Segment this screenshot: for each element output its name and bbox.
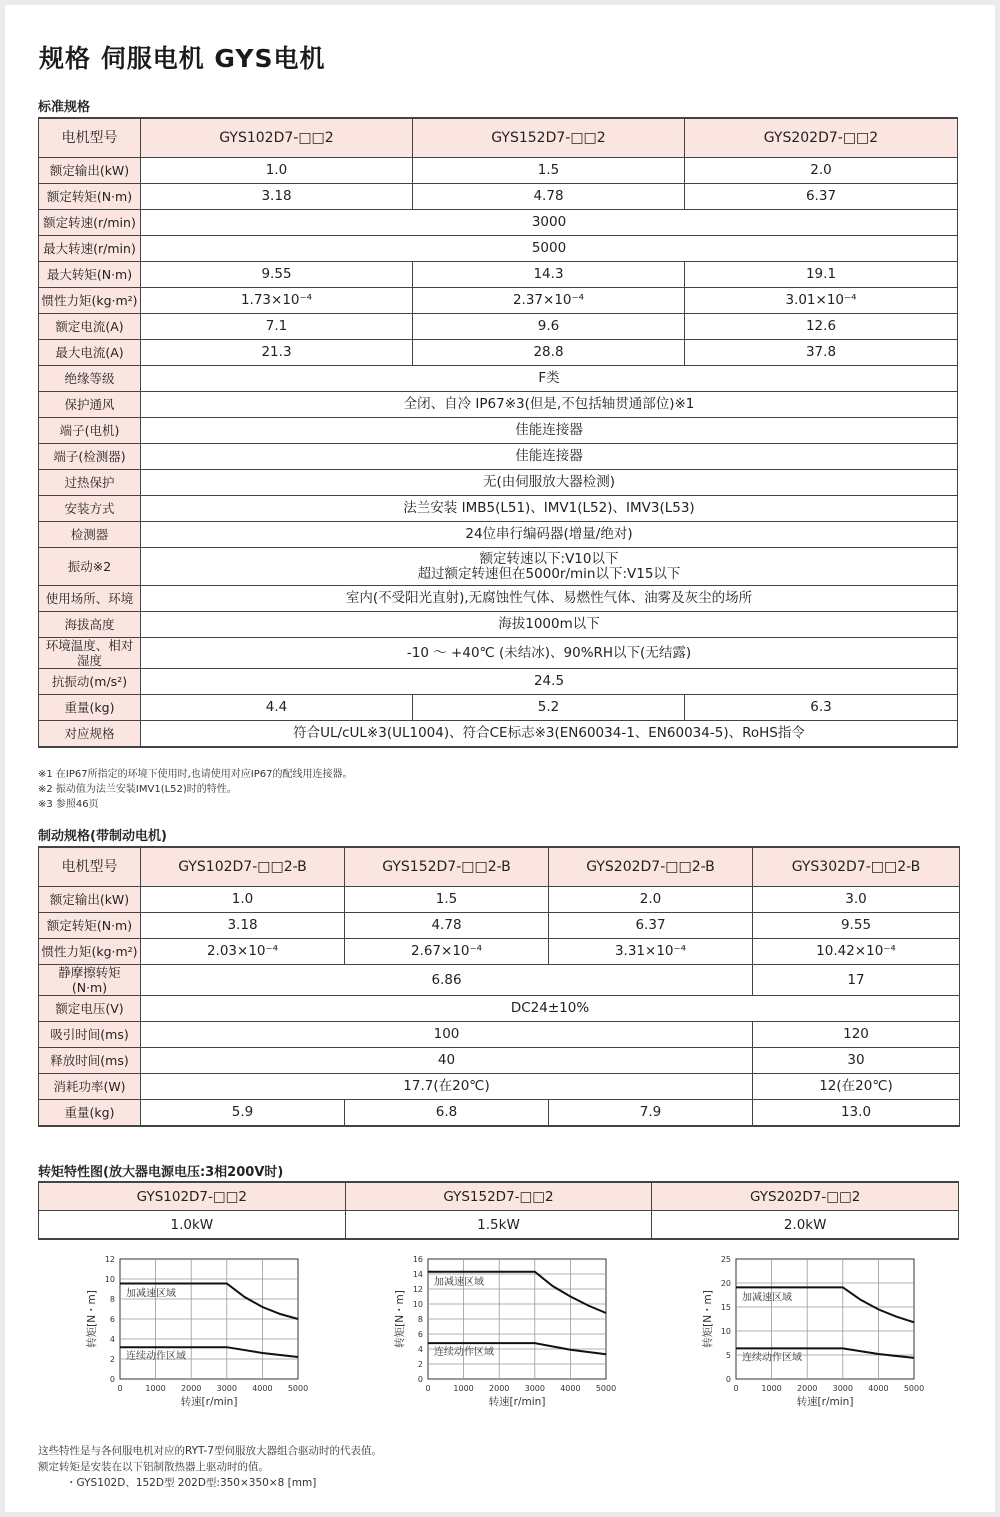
spec-row: [39, 366, 958, 392]
row-label: 最大转速(r/min): [39, 236, 141, 262]
row-label: 额定输出(kW): [39, 158, 141, 184]
row-value: 6.37: [685, 184, 958, 210]
model-label: 电机型号: [39, 847, 141, 887]
row-value: 12.6: [685, 314, 958, 340]
row-label: 最大转矩(N·m): [39, 262, 141, 288]
model-header: GYS152D7-□□2: [413, 118, 685, 158]
x-tick-label: 3000: [216, 1384, 237, 1393]
model-label: 电机型号: [39, 118, 141, 158]
torque-footnotes: [38, 1443, 382, 1491]
row-value: 13.0: [753, 1100, 960, 1127]
series-label: 加减速区域: [434, 1276, 484, 1288]
y-tick-label: 4: [417, 1345, 423, 1354]
row-label: 惯性力矩(kg·m²): [39, 939, 141, 965]
model-header: GYS102D7-□□2-B: [141, 847, 345, 887]
row-value: 佳能连接器: [141, 444, 958, 470]
y-tick-label: 2: [109, 1355, 115, 1364]
row-value: 法兰安装 IMB5(L51)、IMV1(L52)、IMV3(L53): [141, 496, 958, 522]
spec-row: [39, 1074, 960, 1100]
spec-row: [39, 638, 958, 669]
y-tick-label: 10: [720, 1327, 731, 1336]
row-label: 最大电流(A): [39, 340, 141, 366]
spec-row: [39, 210, 958, 236]
row-label: 抗振动(m/s²): [39, 669, 141, 695]
torque-power-1: 1.0kW: [39, 1211, 346, 1240]
y-tick-label: 4: [109, 1335, 115, 1344]
row-value: 12(在20℃): [753, 1074, 960, 1100]
y-tick-label: 0: [417, 1375, 423, 1384]
brake-heading: 制动规格(带制动电机): [38, 829, 167, 844]
model-header: GYS202D7-□□2: [685, 118, 958, 158]
torque-chart-1: [75, 1251, 315, 1421]
y-tick-label: 0: [109, 1375, 115, 1384]
y-tick-label: 25: [720, 1255, 731, 1264]
y-tick-label: 0: [725, 1375, 731, 1384]
x-tick-label: 4000: [868, 1384, 889, 1393]
y-tick-label: 8: [109, 1295, 115, 1304]
row-label: 额定电压(V): [39, 996, 141, 1022]
row-value: DC24±10%: [141, 996, 960, 1022]
row-label: 环境温度、相对湿度: [39, 638, 141, 669]
row-value: 28.8: [413, 340, 685, 366]
row-value: 3.18: [141, 184, 413, 210]
spec-row: [39, 695, 958, 721]
row-label: 重量(kg): [39, 695, 141, 721]
spec-row: [39, 158, 958, 184]
model-header: GYS152D7-□□2-B: [345, 847, 549, 887]
row-value: 1.5: [345, 887, 549, 913]
spec-row: [39, 262, 958, 288]
x-tick-label: 2000: [797, 1384, 818, 1393]
y-tick-label: 6: [417, 1330, 423, 1339]
spec-row: [39, 913, 960, 939]
row-value: 120: [753, 1022, 960, 1048]
row-value: 符合UL/cUL※3(UL1004)、符合CE标志※3(EN60034-1、EN60034-5)、RoHS指令: [141, 721, 958, 748]
row-label: 保护通风: [39, 392, 141, 418]
row-value: 2.0: [549, 887, 753, 913]
footnote-1: 这些特性是与各伺服电机对应的RYT-7型伺服放大器组合驱动时的代表值。: [38, 1445, 382, 1457]
row-value: 3.0: [753, 887, 960, 913]
spec-row: [39, 1022, 960, 1048]
page-title: 规格 伺服电机 GYS电机: [39, 44, 326, 73]
row-value: 2.0: [685, 158, 958, 184]
y-tick-label: 12: [104, 1255, 115, 1264]
row-value: 4.78: [345, 913, 549, 939]
y-tick-label: 8: [417, 1315, 423, 1324]
spec-row: [39, 586, 958, 612]
row-value: 9.55: [753, 913, 960, 939]
row-value: 24.5: [141, 669, 958, 695]
row-label: 重量(kg): [39, 1100, 141, 1127]
row-value: 3000: [141, 210, 958, 236]
spec-row: [39, 340, 958, 366]
row-value: 室内(不受阳光直射),无腐蚀性气体、易燃性气体、油雾及灰尘的场所: [141, 586, 958, 612]
row-label: 绝缘等级: [39, 366, 141, 392]
x-axis-label: 转速[r/min]: [180, 1396, 238, 1408]
row-value: 1.5: [413, 158, 685, 184]
row-label: 额定电流(A): [39, 314, 141, 340]
row-value: 6.37: [549, 913, 753, 939]
spec-row: [39, 996, 960, 1022]
spec-row: [39, 392, 958, 418]
y-tick-label: 2: [417, 1360, 423, 1369]
row-value: 7.9: [549, 1100, 753, 1127]
row-value: 佳能连接器: [141, 418, 958, 444]
row-value: 4.4: [141, 695, 413, 721]
x-tick-label: 0: [117, 1384, 123, 1393]
row-label: 端子(电机): [39, 418, 141, 444]
torque-model-3: GYS202D7-□□2: [652, 1182, 959, 1211]
row-value: 全闭、自冷 IP67※3(但是,不包括轴贯通部位)※1: [141, 392, 958, 418]
model-header: GYS202D7-□□2-B: [549, 847, 753, 887]
spec-row: [39, 612, 958, 638]
row-label: 安装方式: [39, 496, 141, 522]
x-tick-label: 1000: [453, 1384, 474, 1393]
x-axis-label: 转速[r/min]: [796, 1396, 854, 1408]
y-tick-label: 10: [412, 1300, 423, 1309]
series-label: 加减速区域: [742, 1292, 792, 1304]
row-value: 30: [753, 1048, 960, 1074]
row-value: 4.78: [413, 184, 685, 210]
row-value: 2.37×10⁻⁴: [413, 288, 685, 314]
torque-chart-3: [691, 1251, 931, 1421]
torque-heading: 转矩特性图(放大器电源电压:3相200V时): [38, 1165, 284, 1180]
row-value: 40: [141, 1048, 753, 1074]
row-value: 6.86: [141, 965, 753, 996]
y-tick-label: 15: [720, 1303, 731, 1312]
series-label: 连续动作区域: [126, 1351, 186, 1363]
standard-notes: [38, 767, 353, 812]
footnote-3: ・GYS102D、152D型 202D型:350×350×8 [mm]: [66, 1477, 317, 1489]
y-tick-label: 14: [412, 1270, 423, 1279]
x-tick-label: 3000: [832, 1384, 853, 1393]
note-1: ※1 在IP67所指定的环境下使用时,也请使用对应IP67的配线用连接器。: [38, 769, 353, 780]
row-value: 21.3: [141, 340, 413, 366]
footnote-2: 额定转矩是安装在以下铝制散热器上驱动时的值。: [38, 1461, 269, 1473]
series-label: 连续动作区域: [742, 1352, 802, 1364]
row-value: 1.0: [141, 887, 345, 913]
spec-row: [39, 444, 958, 470]
row-value: -10 ～ +40℃ (未结冰)、90%RH以下(无结露): [141, 638, 958, 669]
row-label: 过热保护: [39, 470, 141, 496]
spec-row: [39, 496, 958, 522]
x-tick-label: 2000: [181, 1384, 202, 1393]
series-label: 加减速区域: [126, 1288, 176, 1300]
x-tick-label: 1000: [145, 1384, 166, 1393]
model-header: GYS302D7-□□2-B: [753, 847, 960, 887]
spec-row: [39, 236, 958, 262]
torque-power-3: 2.0kW: [652, 1211, 959, 1240]
row-value: 37.8: [685, 340, 958, 366]
x-tick-label: 1000: [761, 1384, 782, 1393]
spec-row: [39, 721, 958, 748]
row-label: 额定输出(kW): [39, 887, 141, 913]
row-label: 检测器: [39, 522, 141, 548]
spec-row: [39, 1100, 960, 1127]
brake-spec-table: [38, 846, 960, 1127]
spec-row: [39, 288, 958, 314]
row-label: 振动※2: [39, 548, 141, 586]
spec-row: [39, 470, 958, 496]
spec-row: [39, 669, 958, 695]
row-label: 额定转速(r/min): [39, 210, 141, 236]
torque-power-2: 1.5kW: [345, 1211, 652, 1240]
row-value: 14.3: [413, 262, 685, 288]
x-tick-label: 5000: [287, 1384, 309, 1393]
x-tick-label: 0: [425, 1384, 431, 1393]
x-tick-label: 2000: [489, 1384, 510, 1393]
row-label: 吸引时间(ms): [39, 1022, 141, 1048]
row-value: 9.6: [413, 314, 685, 340]
standard-heading: 标准规格: [38, 100, 91, 115]
row-value: 7.1: [141, 314, 413, 340]
spec-row: [39, 184, 958, 210]
row-label: 额定转矩(N·m): [39, 184, 141, 210]
row-value: 5.9: [141, 1100, 345, 1127]
row-value: 1.73×10⁻⁴: [141, 288, 413, 314]
y-tick-label: 16: [412, 1255, 423, 1264]
row-value: 5000: [141, 236, 958, 262]
row-label: 静摩擦转矩(N·m): [39, 965, 141, 996]
row-value: 2.03×10⁻⁴: [141, 939, 345, 965]
row-value: 10.42×10⁻⁴: [753, 939, 960, 965]
spec-row: [39, 1048, 960, 1074]
y-tick-label: 6: [109, 1315, 115, 1324]
note-2: ※2 振动值为法兰安装IMV1(L52)时的特性。: [38, 784, 237, 795]
spec-row: [39, 522, 958, 548]
spec-row: [39, 314, 958, 340]
spec-row: [39, 939, 960, 965]
standard-spec-table: [38, 117, 958, 748]
row-value: 6.3: [685, 695, 958, 721]
torque-model-table: [38, 1181, 959, 1240]
y-tick-label: 20: [720, 1279, 731, 1288]
y-axis-label: 转矩[N・m]: [394, 1290, 406, 1348]
spec-row: [39, 418, 958, 444]
series-label: 连续动作区域: [434, 1347, 494, 1359]
row-label: 释放时间(ms): [39, 1048, 141, 1074]
torque-model-2: GYS152D7-□□2: [345, 1182, 652, 1211]
row-label: 使用场所、环境: [39, 586, 141, 612]
row-value: 9.55: [141, 262, 413, 288]
y-tick-label: 10: [104, 1275, 115, 1284]
row-value: 17: [753, 965, 960, 996]
row-value: 100: [141, 1022, 753, 1048]
y-axis-label: 转矩[N・m]: [86, 1290, 98, 1348]
row-label: 额定转矩(N·m): [39, 913, 141, 939]
note-3: ※3 参照46页: [38, 799, 99, 810]
spec-row: [39, 548, 958, 586]
page: [5, 5, 995, 1512]
spec-row: [39, 965, 960, 996]
row-value: 24位串行编码器(增量/绝对): [141, 522, 958, 548]
row-label: 消耗功率(W): [39, 1074, 141, 1100]
row-value: 1.0: [141, 158, 413, 184]
row-label: 端子(检测器): [39, 444, 141, 470]
row-value: 额定转速以下:V10以下 超过额定转速但在5000r/min以下:V15以下: [141, 548, 958, 586]
x-tick-label: 4000: [252, 1384, 273, 1393]
y-axis-label: 转矩[N・m]: [702, 1290, 714, 1348]
model-header: GYS102D7-□□2: [141, 118, 413, 158]
row-value: 海拔1000m以下: [141, 612, 958, 638]
y-tick-label: 12: [412, 1285, 423, 1294]
torque-model-1: GYS102D7-□□2: [39, 1182, 346, 1211]
x-tick-label: 5000: [903, 1384, 925, 1393]
row-value: 2.67×10⁻⁴: [345, 939, 549, 965]
torque-chart-2: [383, 1251, 623, 1421]
row-value: 5.2: [413, 695, 685, 721]
row-value: 3.31×10⁻⁴: [549, 939, 753, 965]
row-value: 3.18: [141, 913, 345, 939]
row-label: 对应规格: [39, 721, 141, 748]
row-value: 无(由伺服放大器检测): [141, 470, 958, 496]
row-value: 19.1: [685, 262, 958, 288]
x-tick-label: 4000: [560, 1384, 581, 1393]
row-value: 17.7(在20℃): [141, 1074, 753, 1100]
x-tick-label: 3000: [524, 1384, 545, 1393]
y-tick-label: 5: [725, 1351, 731, 1360]
row-label: 海拔高度: [39, 612, 141, 638]
x-tick-label: 0: [733, 1384, 739, 1393]
row-value: 3.01×10⁻⁴: [685, 288, 958, 314]
row-label: 惯性力矩(kg·m²): [39, 288, 141, 314]
row-value: F类: [141, 366, 958, 392]
x-tick-label: 5000: [595, 1384, 617, 1393]
x-axis-label: 转速[r/min]: [488, 1396, 546, 1408]
row-value: 6.8: [345, 1100, 549, 1127]
spec-row: [39, 887, 960, 913]
